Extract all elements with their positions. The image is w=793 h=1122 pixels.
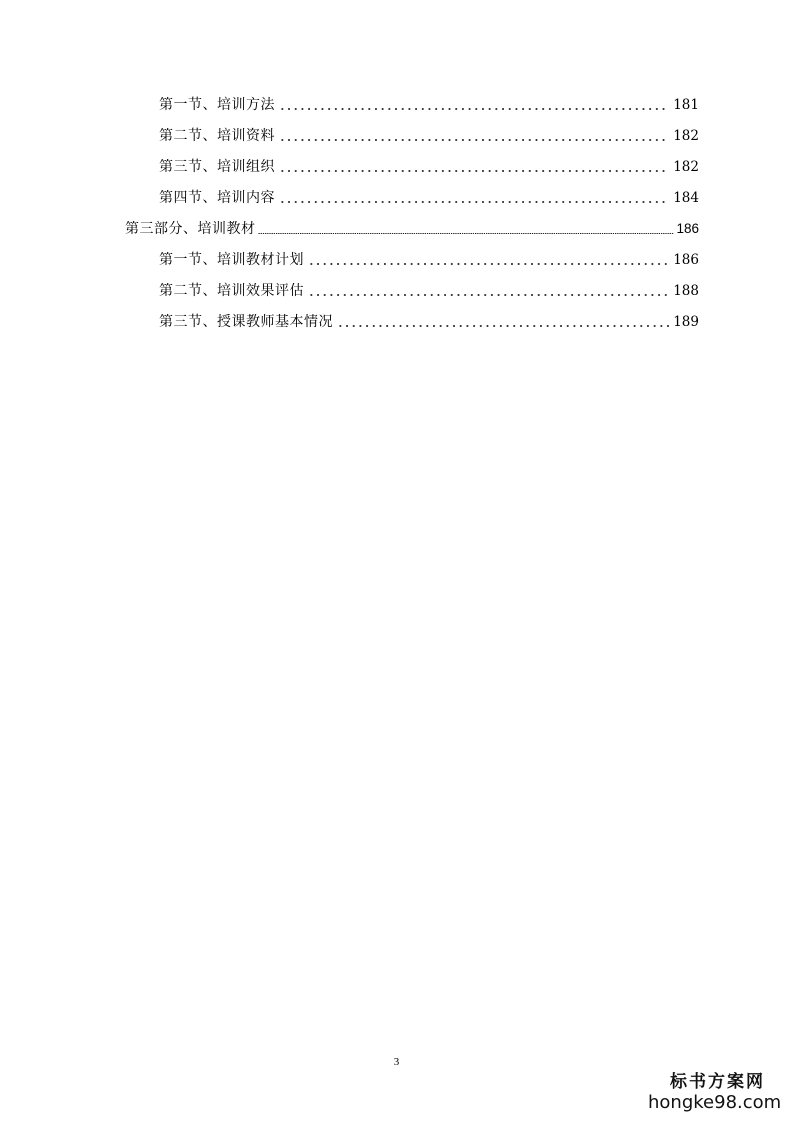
dot-leader [279, 108, 669, 110]
toc-entry-title: 第二节、培训效果评估 [159, 283, 304, 299]
watermark-text-cn: 标书方案网 [670, 1072, 765, 1092]
watermark-text-en: hongke98.com [648, 1092, 782, 1113]
toc-entry-page: 189 [673, 314, 699, 330]
dot-leader [337, 325, 669, 327]
toc-entry[interactable] [159, 95, 699, 115]
toc-entry-title: 第三节、授课教师基本情况 [159, 314, 333, 330]
toc-entry-title: 第四节、培训内容 [159, 190, 275, 206]
dot-leader [258, 233, 675, 234]
toc-entry[interactable] [159, 188, 699, 208]
toc-entry[interactable] [159, 281, 699, 301]
toc-entry-page: 182 [673, 128, 699, 144]
dot-leader [279, 139, 669, 141]
page-number: 3 [393, 1056, 400, 1068]
toc-entry-page: 184 [673, 190, 699, 206]
toc-entry-page: 188 [673, 283, 699, 299]
toc-entry-title: 第二节、培训资料 [159, 128, 275, 144]
toc-entry-page: 186 [673, 252, 699, 268]
toc-entry-title: 第三部分、培训教材 [125, 221, 256, 237]
toc-entry-page: 186 [676, 221, 699, 236]
dot-leader [279, 170, 669, 172]
toc-entry-page: 182 [673, 159, 699, 175]
toc-entry[interactable] [159, 157, 699, 177]
watermark-logo [648, 1071, 785, 1113]
toc-section-entry[interactable] [125, 219, 699, 239]
dot-leader [308, 294, 669, 296]
toc-entry-title: 第一节、培训方法 [159, 97, 275, 113]
toc-entry-title: 第三节、培训组织 [159, 159, 275, 175]
toc-entry[interactable] [159, 312, 699, 332]
dot-leader [308, 263, 669, 265]
toc-entry[interactable] [159, 126, 699, 146]
toc-entry-page: 181 [673, 97, 699, 113]
toc-entry-title: 第一节、培训教材计划 [159, 252, 304, 268]
toc-entry[interactable] [159, 250, 699, 270]
dot-leader [279, 201, 669, 203]
